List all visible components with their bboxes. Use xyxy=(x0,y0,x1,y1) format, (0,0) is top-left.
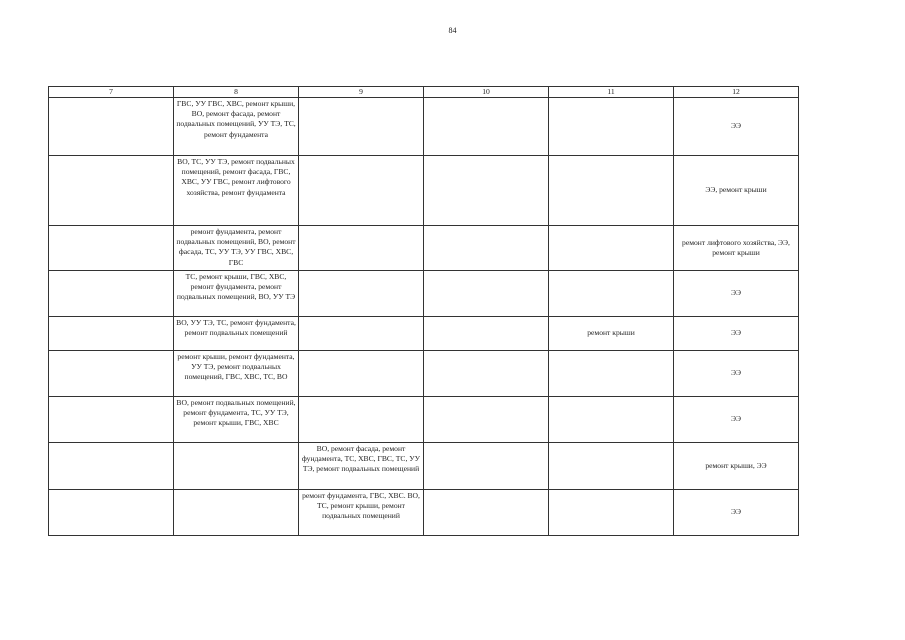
cell-col12: ЭЭ xyxy=(674,271,799,317)
cell-col8: ВО, УУ ТЭ, ТС, ремонт фундамента, ремонт подвальных помещений xyxy=(174,317,299,351)
cell-col9 xyxy=(299,98,424,156)
table-row xyxy=(49,98,799,156)
cell-col7 xyxy=(49,443,174,490)
cell-col7 xyxy=(49,98,174,156)
cell-col7 xyxy=(49,351,174,397)
cell-col10 xyxy=(424,271,549,317)
cell-col11 xyxy=(549,351,674,397)
column-header-12: 12 xyxy=(674,87,799,98)
column-header-10: 10 xyxy=(424,87,549,98)
cell-col11 xyxy=(549,156,674,226)
column-header-8: 8 xyxy=(174,87,299,98)
cell-col10 xyxy=(424,490,549,536)
cell-col7 xyxy=(49,490,174,536)
cell-col12: ЭЭ xyxy=(674,98,799,156)
cell-col10 xyxy=(424,156,549,226)
header-row xyxy=(49,87,799,98)
cell-col7 xyxy=(49,271,174,317)
work-schedule-table xyxy=(48,86,799,536)
cell-col11: ремонт крыши xyxy=(549,317,674,351)
cell-col9 xyxy=(299,226,424,271)
cell-col8: ВО, ТС, УУ ТЭ, ремонт подвальных помещений, ремонт фасада, ГВС, ХВС, УУ ГВС, ремонт лифтового хозяйства, ремонт фундамента xyxy=(174,156,299,226)
cell-col8: ремонт фундамента, ремонт подвальных помещений, ВО, ремонт фасада, ТС, УУ ТЭ, УУ ГВС, ХВС, ГВС xyxy=(174,226,299,271)
cell-col12: ЭЭ xyxy=(674,317,799,351)
cell-col12: ремонт лифтового хозяйства, ЭЭ, ремонт крыши xyxy=(674,226,799,271)
cell-col9 xyxy=(299,351,424,397)
cell-col9 xyxy=(299,397,424,443)
cell-col11 xyxy=(549,98,674,156)
cell-col9 xyxy=(299,317,424,351)
table-row xyxy=(49,443,799,490)
column-header-11: 11 xyxy=(549,87,674,98)
cell-col12: ЭЭ xyxy=(674,490,799,536)
cell-col12: ЭЭ xyxy=(674,397,799,443)
cell-col11 xyxy=(549,397,674,443)
cell-col9 xyxy=(299,156,424,226)
cell-col9 xyxy=(299,271,424,317)
column-header-7: 7 xyxy=(49,87,174,98)
cell-col7 xyxy=(49,317,174,351)
cell-col8 xyxy=(174,443,299,490)
table-row xyxy=(49,226,799,271)
table-row xyxy=(49,156,799,226)
cell-col8: ТС, ремонт крыши, ГВС, ХВС, ремонт фундамента, ремонт подвальных помещений, ВО, УУ ТЭ xyxy=(174,271,299,317)
cell-col8: ГВС, УУ ГВС, ХВС, ремонт крыши, ВО, ремонт фасада, ремонт подвальных помещений, УУ ТЭ, ТС, ремонт фундамента xyxy=(174,98,299,156)
page-number: 84 xyxy=(448,26,457,35)
table-row xyxy=(49,490,799,536)
column-header-9: 9 xyxy=(299,87,424,98)
cell-col8: ВО, ремонт подвальных помещений, ремонт фундамента, ТС, УУ ТЭ, ремонт крыши, ГВС, ХВС xyxy=(174,397,299,443)
cell-col7 xyxy=(49,226,174,271)
cell-col10 xyxy=(424,317,549,351)
table-row xyxy=(49,351,799,397)
cell-col12: ЭЭ xyxy=(674,351,799,397)
cell-col12: ремонт крыши, ЭЭ xyxy=(674,443,799,490)
table-row xyxy=(49,271,799,317)
cell-col12: ЭЭ, ремонт крыши xyxy=(674,156,799,226)
cell-col11 xyxy=(549,226,674,271)
cell-col10 xyxy=(424,443,549,490)
cell-col7 xyxy=(49,397,174,443)
cell-col10 xyxy=(424,351,549,397)
cell-col8 xyxy=(174,490,299,536)
cell-col9: ремонт фундамента, ГВС, ХВС. ВО, ТС, ремонт крыши, ремонт подвальных помещений xyxy=(299,490,424,536)
cell-col11 xyxy=(549,443,674,490)
cell-col10 xyxy=(424,226,549,271)
cell-col10 xyxy=(424,397,549,443)
table-row xyxy=(49,397,799,443)
cell-col10 xyxy=(424,98,549,156)
cell-col11 xyxy=(549,271,674,317)
cell-col9: ВО, ремонт фасада, ремонт фундамента, ТС, ХВС, ГВС, ТС, УУ ТЭ, ремонт подвальных помещений xyxy=(299,443,424,490)
cell-col11 xyxy=(549,490,674,536)
table-row xyxy=(49,317,799,351)
cell-col7 xyxy=(49,156,174,226)
cell-col8: ремонт крыши, ремонт фундамента, УУ ТЭ, ремонт подвальных помещений, ГВС, ХВС, ТС, ВО xyxy=(174,351,299,397)
